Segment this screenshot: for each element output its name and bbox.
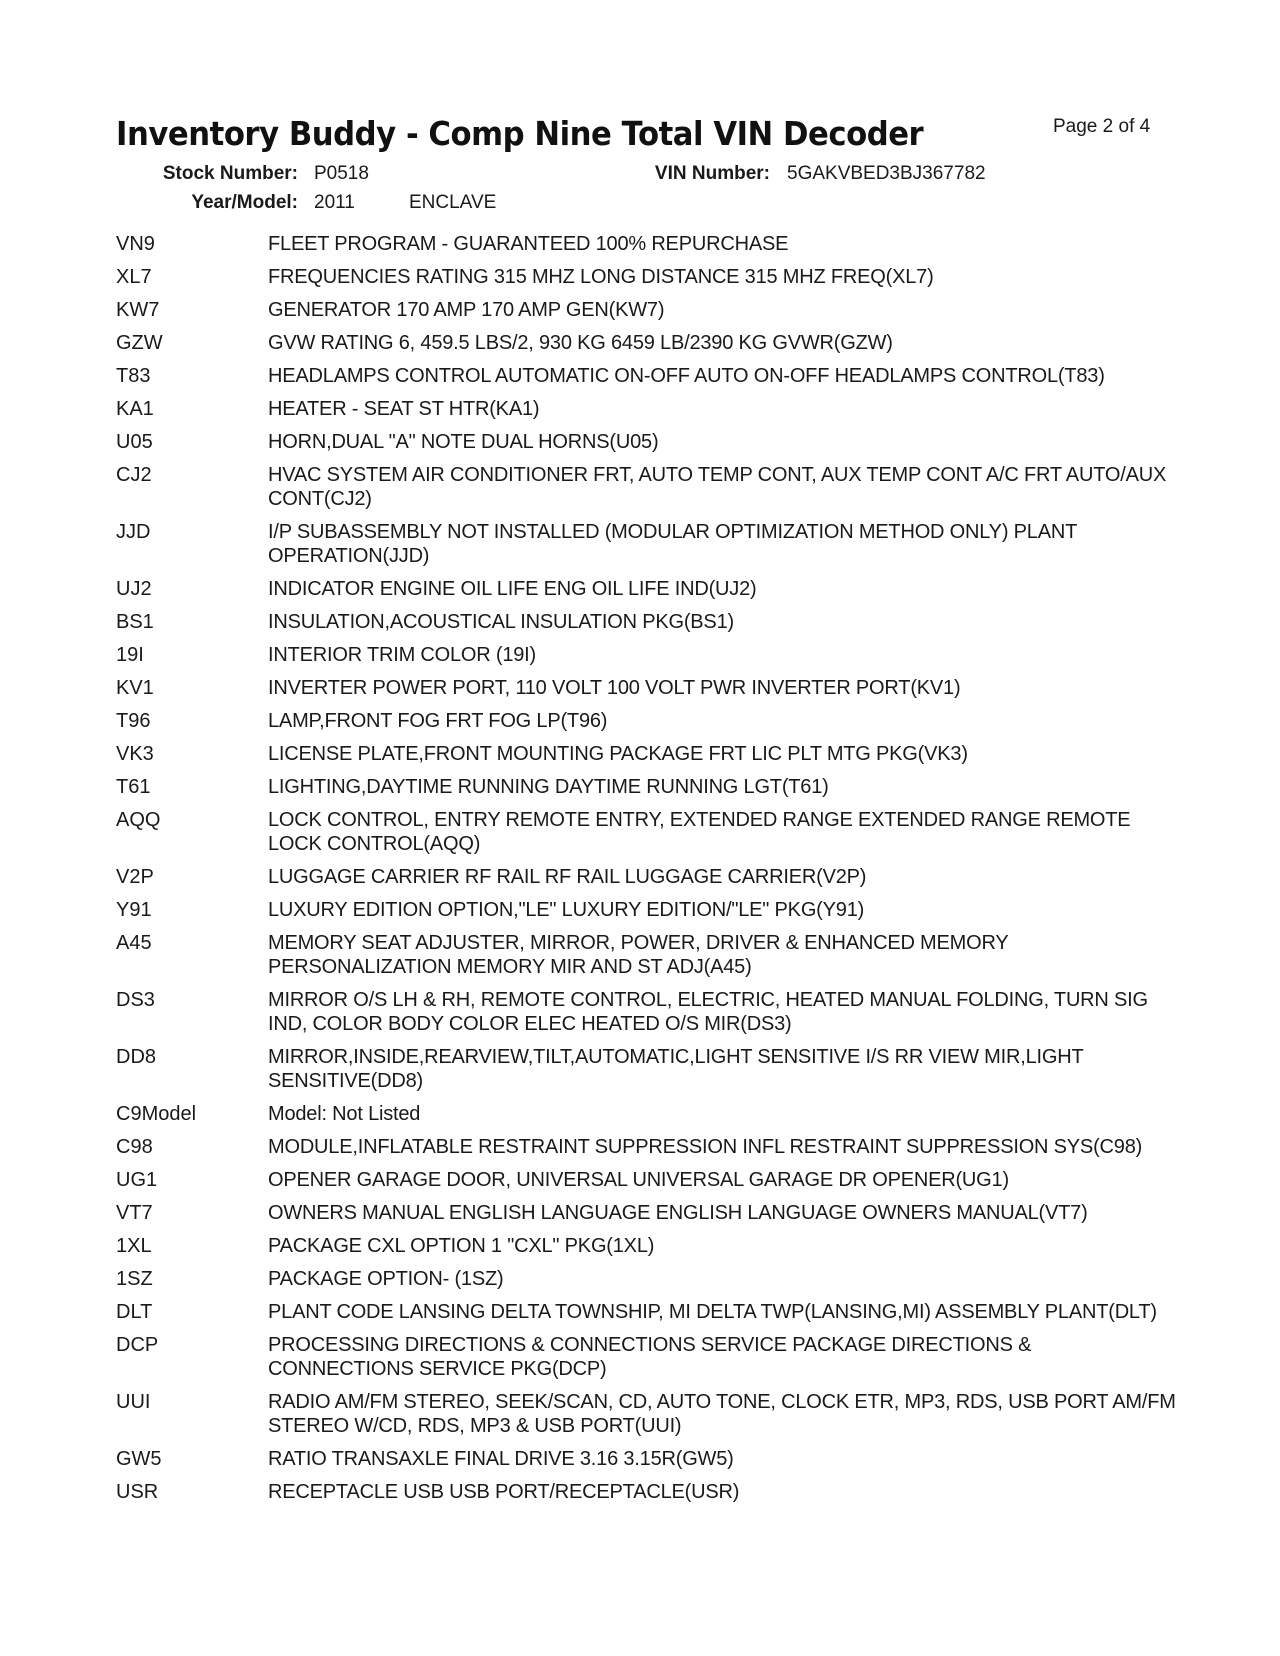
option-row (116, 676, 1176, 700)
option-code-list (116, 232, 1176, 1513)
option-row (116, 520, 1176, 568)
option-code: 1SZ (116, 1268, 153, 1290)
option-description: INTERIOR TRIM COLOR (19I) (268, 644, 536, 666)
option-row (116, 577, 1176, 601)
option-description: MIRROR O/S LH & RH, REMOTE CONTROL, ELECTRIC, HEATED MANUAL FOLDING, TURN SIG IND, COLOR BODY COLOR ELEC HEATED O/S MIR(DS3) (268, 989, 1148, 1035)
option-row (116, 643, 1176, 667)
option-description: GVW RATING 6, 459.5 LBS/2, 930 KG 6459 LB/2390 KG GVWR(GZW) (268, 332, 893, 354)
option-row (116, 1168, 1176, 1192)
option-code: T83 (116, 365, 151, 387)
option-description: LICENSE PLATE,FRONT MOUNTING PACKAGE FRT LIC PLT MTG PKG(VK3) (268, 743, 968, 765)
option-row (116, 265, 1176, 289)
option-row (116, 397, 1176, 421)
option-code: DLT (116, 1301, 153, 1323)
option-code: XL7 (116, 266, 152, 288)
option-row (116, 331, 1176, 355)
option-row (116, 232, 1176, 256)
year-model-label: Year/Model: (191, 192, 298, 213)
option-code: KA1 (116, 398, 154, 420)
option-description: PACKAGE OPTION- (1SZ) (268, 1268, 504, 1290)
option-code: UJ2 (116, 578, 152, 600)
option-row (116, 1480, 1176, 1504)
option-row (116, 1300, 1176, 1324)
stock-number-label: Stock Number: (162, 163, 298, 184)
option-code: T96 (116, 710, 151, 732)
report-title: Inventory Buddy - Comp Nine Total VIN Decoder (116, 114, 924, 153)
option-row (116, 430, 1176, 454)
stock-number-value: P0518 (314, 163, 369, 184)
option-description: MODULE,INFLATABLE RESTRAINT SUPPRESSION INFL RESTRAINT SUPPRESSION SYS(C98) (268, 1136, 1143, 1158)
option-code: Y91 (116, 899, 152, 921)
option-code: GW5 (116, 1448, 162, 1470)
option-row (116, 808, 1176, 856)
option-row (116, 1135, 1176, 1159)
option-description: OPENER GARAGE DOOR, UNIVERSAL UNIVERSAL GARAGE DR OPENER(UG1) (268, 1169, 1009, 1191)
option-row (116, 1102, 1176, 1126)
option-code: A45 (116, 932, 152, 954)
year-value: 2011 (314, 192, 355, 213)
option-description: PACKAGE CXL OPTION 1 "CXL" PKG(1XL) (268, 1235, 655, 1257)
option-code: C98 (116, 1136, 153, 1158)
option-code: U05 (116, 431, 153, 453)
option-code: JJD (116, 521, 151, 543)
option-description: FREQUENCIES RATING 315 MHZ LONG DISTANCE 315 MHZ FREQ(XL7) (268, 266, 934, 288)
option-row (116, 1333, 1176, 1381)
option-description: HORN,DUAL "A" NOTE DUAL HORNS(U05) (268, 431, 659, 453)
option-description: PLANT CODE LANSING DELTA TOWNSHIP, MI DELTA TWP(LANSING,MI) ASSEMBLY PLANT(DLT) (268, 1301, 1157, 1323)
option-code: KW7 (116, 299, 160, 321)
option-code: V2P (116, 866, 154, 888)
option-description: OWNERS MANUAL ENGLISH LANGUAGE ENGLISH LANGUAGE OWNERS MANUAL(VT7) (268, 1202, 1088, 1224)
option-row (116, 1267, 1176, 1291)
option-row (116, 742, 1176, 766)
page-indicator: Page 2 of 4 (1053, 116, 1151, 137)
option-row (116, 1447, 1176, 1471)
option-row (116, 931, 1176, 979)
option-description: LUXURY EDITION OPTION,"LE" LUXURY EDITION/"LE" PKG(Y91) (268, 899, 865, 921)
option-description: HEATER - SEAT ST HTR(KA1) (268, 398, 540, 420)
option-code: VK3 (116, 743, 154, 765)
option-code: VN9 (116, 233, 155, 255)
option-row (116, 1390, 1176, 1438)
vin-number-value: 5GAKVBED3BJ367782 (787, 163, 986, 184)
option-row (116, 1045, 1176, 1093)
option-description: INVERTER POWER PORT, 110 VOLT 100 VOLT PWR INVERTER PORT(KV1) (268, 677, 961, 699)
option-code: DS3 (116, 989, 155, 1011)
option-description: LAMP,FRONT FOG FRT FOG LP(T96) (268, 710, 608, 732)
option-description: HVAC SYSTEM AIR CONDITIONER FRT, AUTO TEMP CONT, AUX TEMP CONT A/C FRT AUTO/AUX CONT(CJ2) (268, 464, 1167, 510)
option-row (116, 1234, 1176, 1258)
option-description: MIRROR,INSIDE,REARVIEW,TILT,AUTOMATIC,LIGHT SENSITIVE I/S RR VIEW MIR,LIGHT SENSITIVE(DD8) (268, 1046, 1084, 1092)
option-code: T61 (116, 776, 151, 798)
option-row (116, 298, 1176, 322)
model-value: ENCLAVE (409, 192, 497, 213)
option-code: UUI (116, 1391, 151, 1413)
vin-number-label: VIN Number: (654, 163, 770, 184)
option-row (116, 865, 1176, 889)
option-description: INDICATOR ENGINE OIL LIFE ENG OIL LIFE IND(UJ2) (268, 578, 757, 600)
option-description: MEMORY SEAT ADJUSTER, MIRROR, POWER, DRIVER & ENHANCED MEMORY PERSONALIZATION MEMORY MIR AND ST ADJ(A45) (268, 932, 1009, 978)
option-code: BS1 (116, 611, 154, 633)
option-description: GENERATOR 170 AMP 170 AMP GEN(KW7) (268, 299, 665, 321)
option-code: DCP (116, 1334, 159, 1356)
option-row (116, 364, 1176, 388)
option-description: RATIO TRANSAXLE FINAL DRIVE 3.16 3.15R(GW5) (268, 1448, 734, 1470)
option-row (116, 610, 1176, 634)
option-row (116, 898, 1176, 922)
option-description: RADIO AM/FM STEREO, SEEK/SCAN, CD, AUTO TONE, CLOCK ETR, MP3, RDS, USB PORT AM/FM STEREO W/CD, RDS, MP3 & USB PORT(UUI) (268, 1391, 1176, 1437)
option-code: UG1 (116, 1169, 158, 1191)
option-description: I/P SUBASSEMBLY NOT INSTALLED (MODULAR OPTIMIZATION METHOD ONLY) PLANT OPERATION(JJD) (268, 521, 1077, 567)
option-description: LIGHTING,DAYTIME RUNNING DAYTIME RUNNING LGT(T61) (268, 776, 829, 798)
option-description: RECEPTACLE USB USB PORT/RECEPTACLE(USR) (268, 1481, 740, 1503)
option-code: USR (116, 1481, 159, 1503)
option-row (116, 775, 1176, 799)
option-code: VT7 (116, 1202, 153, 1224)
option-code: C9Model (116, 1103, 197, 1125)
option-description: LUGGAGE CARRIER RF RAIL RF RAIL LUGGAGE CARRIER(V2P) (268, 866, 867, 888)
option-description: Model: Not Listed (268, 1103, 421, 1125)
option-description: HEADLAMPS CONTROL AUTOMATIC ON-OFF AUTO ON-OFF HEADLAMPS CONTROL(T83) (268, 365, 1105, 387)
option-description: LOCK CONTROL, ENTRY REMOTE ENTRY, EXTENDED RANGE EXTENDED RANGE REMOTE LOCK CONTROL(AQQ) (268, 809, 1131, 855)
option-code: CJ2 (116, 464, 152, 486)
option-code: GZW (116, 332, 163, 354)
option-code: AQQ (116, 809, 161, 831)
option-row (116, 988, 1176, 1036)
option-description: FLEET PROGRAM - GUARANTEED 100% REPURCHASE (268, 233, 789, 255)
option-description: INSULATION,ACOUSTICAL INSULATION PKG(BS1) (268, 611, 734, 633)
option-code: KV1 (116, 677, 154, 699)
option-code: 1XL (116, 1235, 152, 1257)
option-code: DD8 (116, 1046, 157, 1068)
option-row (116, 1201, 1176, 1225)
option-description: PROCESSING DIRECTIONS & CONNECTIONS SERVICE PACKAGE DIRECTIONS & CONNECTIONS SERVICE PKG(DCP) (268, 1334, 1032, 1380)
option-code: 19I (116, 644, 144, 666)
option-row (116, 463, 1176, 511)
option-row (116, 709, 1176, 733)
